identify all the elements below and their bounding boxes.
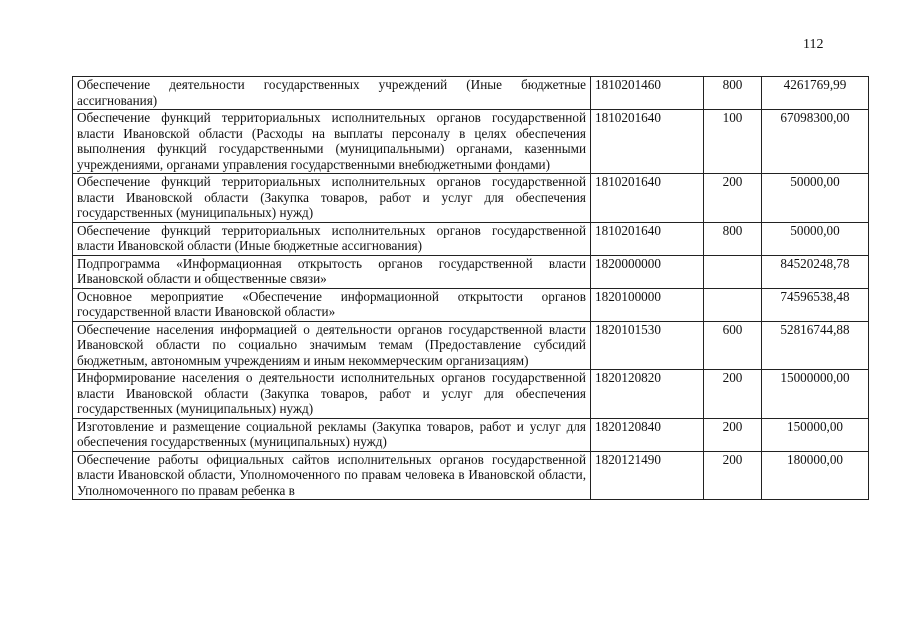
table-row [73,288,869,321]
expense-name-cell: Обеспечение функций территориальных исполнительных органов государственной власти Ивановской области (Расходы на выплаты персоналу в целях обеспечения выполнения функций государственными (муниципальными) органами, казенными учреждениями, органами управления государственными внебюджетными фондами) [73,110,591,174]
expense-type-cell: 200 [704,451,762,500]
table-row [73,174,869,223]
amount-cell: 15000000,00 [762,370,869,419]
table-row [73,222,869,255]
amount-cell: 84520248,78 [762,255,869,288]
table-row [73,77,869,110]
amount-cell: 74596538,48 [762,288,869,321]
amount-cell: 67098300,00 [762,110,869,174]
page-number: 112 [803,37,824,52]
amount-cell: 180000,00 [762,451,869,500]
target-code-cell: 1810201460 [591,77,704,110]
target-code-cell: 1810201640 [591,174,704,223]
expense-type-cell [704,288,762,321]
amount-cell: 50000,00 [762,222,869,255]
expense-type-cell: 800 [704,77,762,110]
table-row [73,321,869,370]
expense-name-cell: Обеспечение деятельности государственных учреждений (Иные бюджетные ассигнования) [73,77,591,110]
amount-cell: 52816744,88 [762,321,869,370]
expense-type-cell: 200 [704,174,762,223]
expense-type-cell: 200 [704,418,762,451]
target-code-cell: 1820120820 [591,370,704,419]
table-row [73,451,869,500]
expense-name-cell: Основное мероприятие «Обеспечение информационной открытости органов государственной власти Ивановской области» [73,288,591,321]
table-row [73,110,869,174]
target-code-cell: 1820121490 [591,451,704,500]
table-row [73,255,869,288]
expense-name-cell: Информирование населения о деятельности исполнительных органов государственной власти Ивановской области (Закупка товаров, работ и услуг для обеспечения государственных (муниципальных) нужд) [73,370,591,419]
budget-table [72,76,869,500]
expense-name-cell: Обеспечение функций территориальных исполнительных органов государственной власти Ивановской области (Иные бюджетные ассигнования) [73,222,591,255]
expense-name-cell: Обеспечение работы официальных сайтов исполнительных органов государственной власти Ивановской области, Уполномоченного по правам человека в Ивановской области, Уполномоченного по правам ребенка в [73,451,591,500]
amount-cell: 150000,00 [762,418,869,451]
target-code-cell: 1820000000 [591,255,704,288]
expense-name-cell: Обеспечение функций территориальных исполнительных органов государственной власти Ивановской области (Закупка товаров, работ и услуг для обеспечения государственных (муниципальных) нужд) [73,174,591,223]
expense-name-cell: Изготовление и размещение социальной рекламы (Закупка товаров, работ и услуг для обеспечения государственных (муниципальных) нужд) [73,418,591,451]
expense-type-cell: 200 [704,370,762,419]
expense-type-cell: 600 [704,321,762,370]
target-code-cell: 1820120840 [591,418,704,451]
target-code-cell: 1810201640 [591,222,704,255]
amount-cell: 50000,00 [762,174,869,223]
table-row [73,370,869,419]
target-code-cell: 1820101530 [591,321,704,370]
expense-name-cell: Обеспечение населения информацией о деятельности органов государственной власти Ивановской области по социально значимым темам (Предоставление субсидий бюджетным, автономным учреждениям и иным некоммерческим организациям) [73,321,591,370]
expense-type-cell: 800 [704,222,762,255]
table-row [73,418,869,451]
expense-type-cell: 100 [704,110,762,174]
expense-type-cell [704,255,762,288]
target-code-cell: 1820100000 [591,288,704,321]
amount-cell: 4261769,99 [762,77,869,110]
target-code-cell: 1810201640 [591,110,704,174]
expense-name-cell: Подпрограмма «Информационная открытость органов государственной власти Ивановской области и общественные связи» [73,255,591,288]
